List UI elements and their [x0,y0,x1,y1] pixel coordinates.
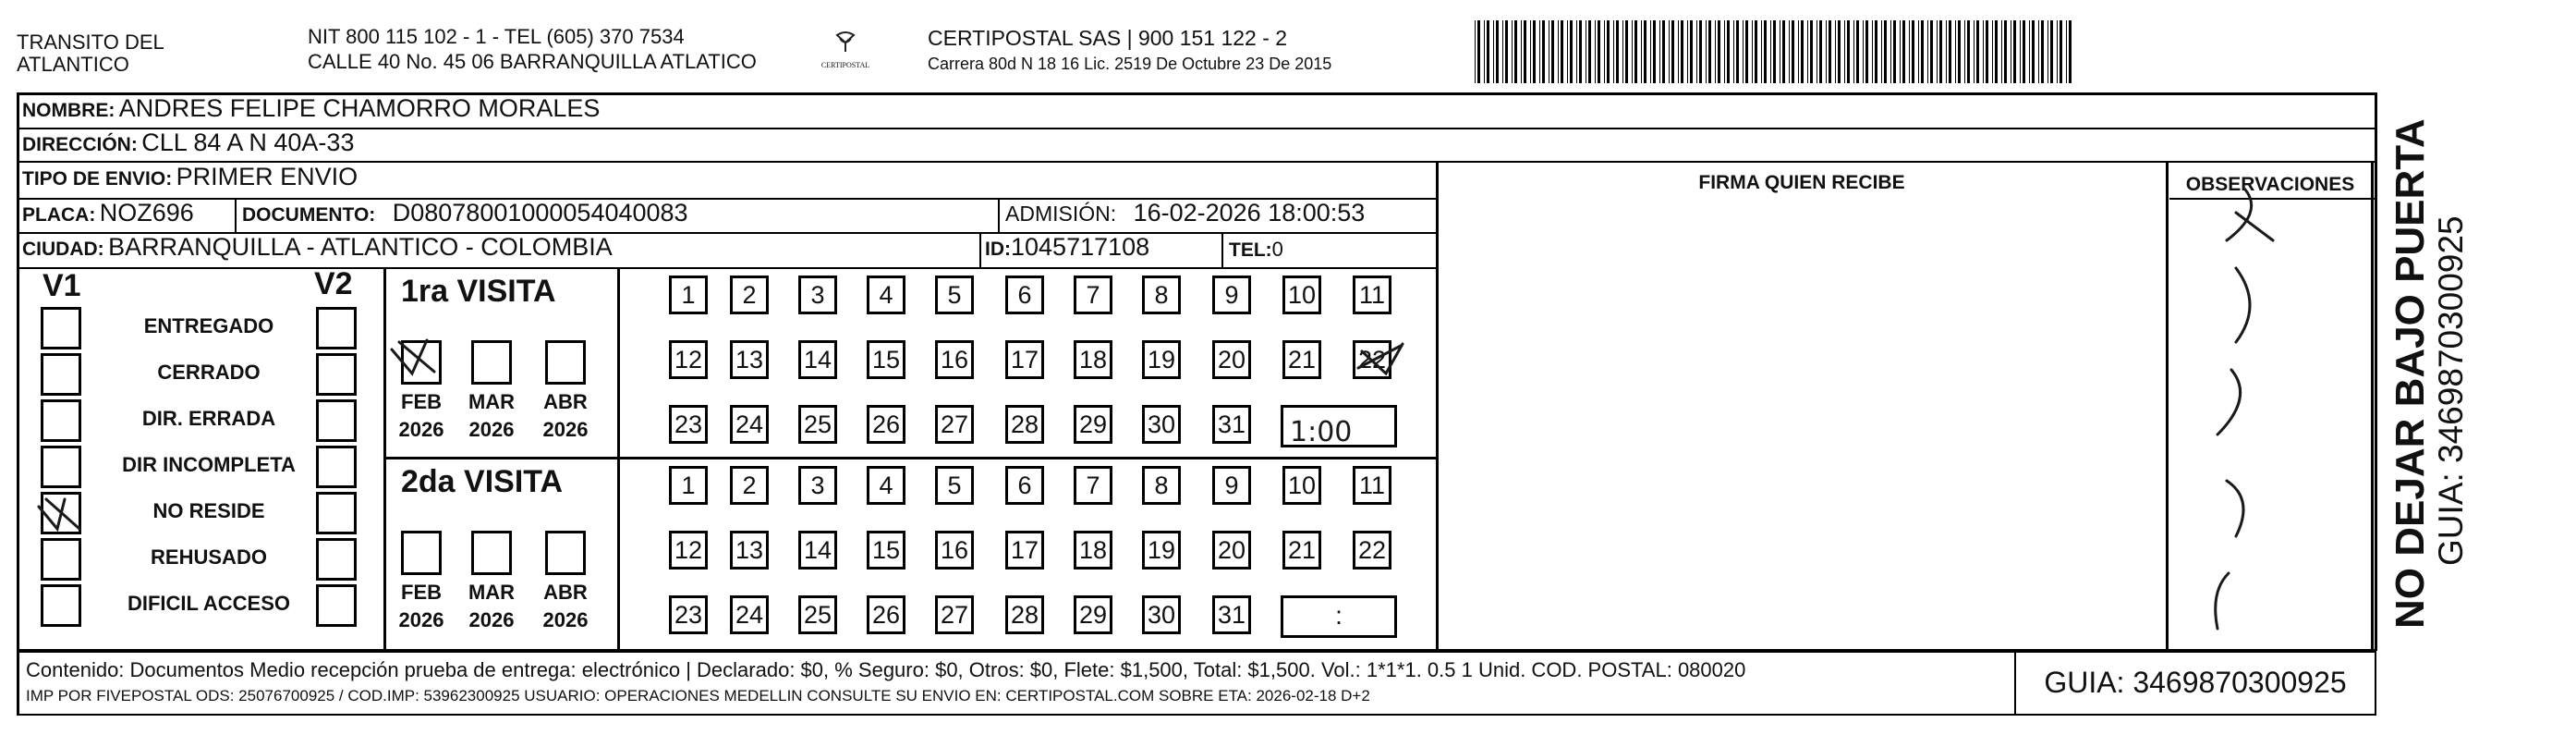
status-label: ENTREGADO [143,314,274,337]
day-box[interactable]: 27 [935,405,974,444]
day-box[interactable]: 19 [1142,340,1181,379]
day-box[interactable]: 21 [1282,340,1321,379]
placa-label: PLACA: [22,204,96,226]
firma-header: FIRMA QUIEN RECIBE [1698,172,1905,193]
time-box[interactable]: : [1281,595,1397,638]
logo-text: CERTIPOSTAL [820,61,870,69]
day-box[interactable]: 1 [669,276,708,314]
day-box[interactable]: 24 [730,405,769,444]
license-line: Carrera 80d N 18 16 Lic. 2519 De Octubre 23 De 2015 [928,55,1332,73]
day-box[interactable]: 12 [669,531,708,570]
day-box[interactable]: 22 [1353,531,1391,570]
footer-content-line: Contenido: Documentos Medio recepción prueba de entrega: electrónico | Declarado: $0, % Seguro: $0, Otros: $0, Flete: $1,500, Total: $1,500. Vol.: 1*1*1. 0.5 1 Unid. COD. POSTAL: 080020 [26,658,1746,681]
day-box[interactable]: 20 [1212,531,1251,570]
nombre-value: ANDRES FELIPE CHAMORRO MORALES [118,94,601,122]
nit-line: NIT 800 115 102 - 1 - TEL (605) 370 7534 [308,25,685,48]
documento-label: DOCUMENTO: [242,204,376,226]
day-box[interactable]: 17 [1005,340,1044,379]
day-box[interactable]: 16 [935,531,974,570]
day-box[interactable]: 19 [1142,531,1181,570]
day-box[interactable]: 8 [1142,276,1181,314]
v2-label: V2 [314,266,353,301]
day-box[interactable]: 29 [1074,595,1112,634]
feb-checkmark [392,340,434,374]
day-box[interactable]: 26 [867,405,905,444]
day-box[interactable]: 8 [1142,466,1181,505]
status-label: DIFICIL ACCESO [127,592,290,615]
day-box[interactable]: 20 [1212,340,1251,379]
day-box[interactable]: 18 [1074,340,1112,379]
month-name: ABR [543,581,588,604]
id-label: ID: [985,239,1011,260]
day-box[interactable]: 25 [798,595,837,634]
sender-name-line1: TRANSITO DEL [17,31,164,54]
side-guia: GUIA: 3469870300925 [2432,215,2470,566]
month-name: ABR [543,390,588,413]
day-box[interactable]: 18 [1074,531,1112,570]
day-box[interactable]: 14 [798,340,837,379]
status-label: DIR. ERRADA [141,407,276,430]
v1-label: V1 [43,268,81,303]
day-box[interactable]: 7 [1074,466,1112,505]
tel-label: TEL: [1229,239,1272,261]
direccion-label: DIRECCIÓN: [22,134,138,155]
day-box[interactable]: 15 [867,340,905,379]
day-box[interactable]: 11 [1353,276,1391,314]
month-name: MAR [468,581,516,604]
month-name: FEB [401,390,442,413]
no-dejar-bajo-puerta: NO DEJAR BAJO PUERTA [2388,118,2433,629]
handwritten-time: 1:00 [1290,416,1353,448]
ciudad-label: CIUDAD: [22,239,104,260]
day-box[interactable]: 7 [1074,276,1112,314]
company-line: CERTIPOSTAL SAS | 900 151 122 - 2 [928,26,1288,50]
day-box[interactable]: 12 [669,340,708,379]
day-box[interactable]: 6 [1005,466,1044,505]
footer-left-border [17,651,19,716]
month-year: 2026 [542,418,589,441]
day-box[interactable]: 27 [935,595,974,634]
footer-bottom-border [17,714,2376,716]
status-label: CERRADO [157,361,261,384]
tipo-envio-label: TIPO DE ENVIO: [22,168,173,190]
status-label: REHUSADO [151,545,267,569]
tel-value: 0 [1271,238,1283,261]
day-box[interactable]: 26 [867,595,905,634]
day-box[interactable]: 3 [798,466,837,505]
day-box[interactable]: 30 [1142,405,1181,444]
direccion-value: CLL 84 A N 40A-33 [141,129,355,156]
sender-name-line2: ATLANTICO [17,53,129,76]
day-box[interactable]: 2 [730,276,769,314]
day-box[interactable]: 13 [730,340,769,379]
day-box[interactable]: 24 [730,595,769,634]
status-label: NO RESIDE [152,499,265,522]
admision-value: 16-02-2026 18:00:53 [1133,199,1366,227]
day-box[interactable]: 6 [1005,276,1044,314]
day-box[interactable]: 2 [730,466,769,505]
day-box[interactable]: 5 [935,276,974,314]
day-box[interactable]: 16 [935,340,974,379]
month-year: 2026 [468,418,515,441]
day-box[interactable]: 23 [669,595,708,634]
admision-label: ADMISIÓN: [1005,202,1117,226]
month-year: 2026 [542,608,589,631]
footer-guia-box: GUIA: 3469870300925 [2014,651,2376,716]
day-box[interactable]: 25 [798,405,837,444]
placa-value: NOZ696 [99,199,194,227]
day-box[interactable]: 1 [669,466,708,505]
day-box[interactable]: 9 [1212,466,1251,505]
month-name: FEB [401,581,442,604]
ciudad-value: BARRANQUILLA - ATLANTICO - COLOMBIA [108,233,613,261]
id-value: 1045717108 [1011,233,1150,261]
day-box[interactable]: 15 [867,531,905,570]
day-box[interactable]: 23 [669,405,708,444]
month-year: 2026 [398,608,444,631]
day-box[interactable]: 22 [1353,340,1391,379]
day-box[interactable]: 29 [1074,405,1112,444]
day-box[interactable]: 30 [1142,595,1181,634]
day-box[interactable]: 4 [867,276,905,314]
visit-title: 1ra VISITA [401,274,556,309]
day-box[interactable]: 5 [935,466,974,505]
day-box[interactable]: 28 [1005,405,1044,444]
day-box[interactable]: 21 [1282,531,1321,570]
day-box[interactable]: 3 [798,276,837,314]
footer-imp-line: IMP POR FIVEPOSTAL ODS: 25076700925 / COD.IMP: 53962300925 USUARIO: OPERACIONES MEDELLIN CONSULTE SU ENVIO EN: CERTIPOSTAL.COM SOBRE ETA: 2026-02-18 D+2 [26,687,1370,704]
address-line: CALLE 40 No. 45 06 BARRANQUILLA ATLATICO [308,50,757,73]
day-box[interactable]: 14 [798,531,837,570]
documento-value: D08078001000054040083 [392,199,688,227]
status-label: DIR INCOMPLETA [122,453,296,476]
day-box[interactable]: 10 [1282,276,1321,314]
day-box[interactable]: 11 [1353,466,1391,505]
day-box[interactable]: 31 [1212,595,1251,634]
day-box[interactable]: 13 [730,531,769,570]
visit-title: 2da VISITA [401,464,564,499]
day-box[interactable]: 9 [1212,276,1251,314]
day-box[interactable]: 10 [1282,466,1321,505]
day-box[interactable]: 28 [1005,595,1044,634]
day-box[interactable]: 31 [1212,405,1251,444]
day-22-checkmark [1358,344,1403,374]
observaciones-signature [2216,190,2273,629]
day-box[interactable]: 4 [867,466,905,505]
month-year: 2026 [398,418,444,441]
observaciones-header: OBSERVACIONES [2185,174,2355,195]
day-box[interactable]: 17 [1005,531,1044,570]
nombre-label: NOMBRE: [22,100,115,121]
month-name: MAR [468,390,516,413]
v1-no-reside-checkmark [39,499,79,529]
month-year: 2026 [468,608,515,631]
tipo-envio-value: PRIMER ENVIO [176,163,358,190]
